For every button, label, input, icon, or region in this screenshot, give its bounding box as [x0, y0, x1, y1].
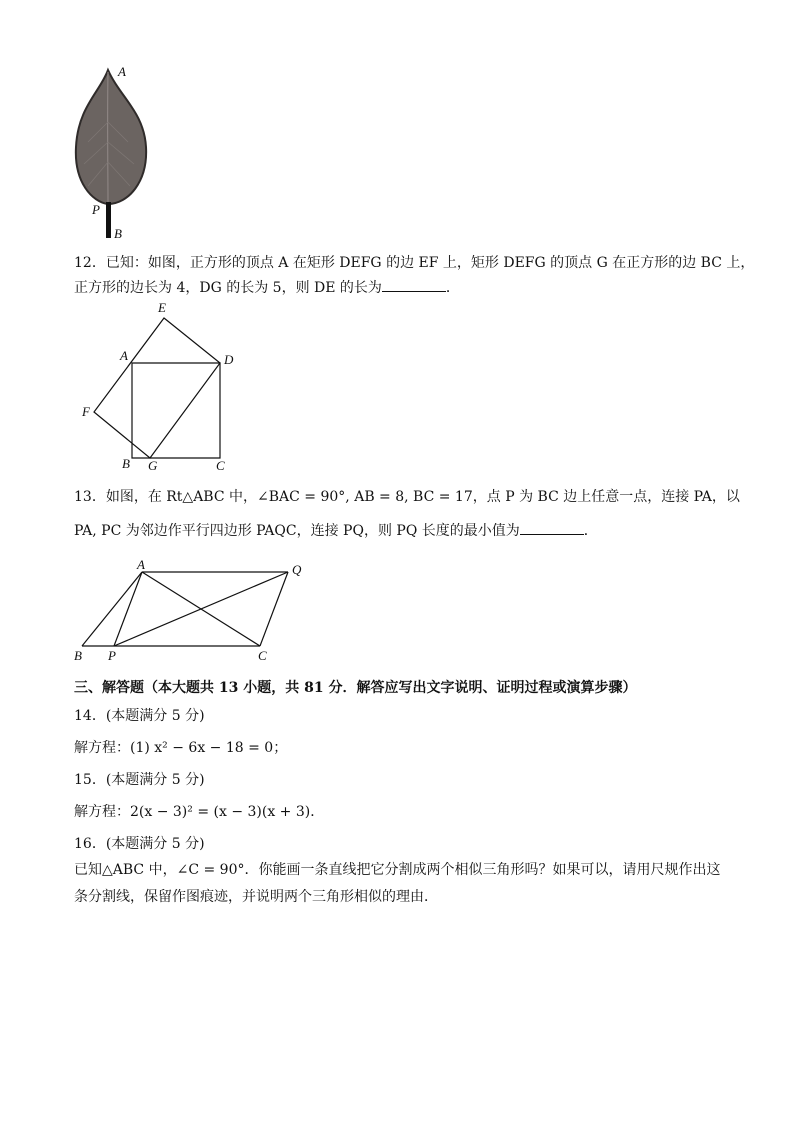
leaf-label-b: B	[114, 226, 122, 241]
q12-label-e: E	[158, 300, 166, 315]
q14-header: 14．(本题满分 5 分)	[74, 708, 205, 724]
q15-body: 解方程：2(x − 3)² = (x − 3)(x + 3)．	[74, 804, 325, 820]
q12-label-b: B	[122, 456, 130, 471]
q12-label-a: A	[120, 348, 128, 363]
q13-answer-blank	[520, 520, 584, 535]
q16-line1: 已知△ABC 中，∠C = 90°．你能画一条直线把它分割成两个相似三角形吗？如果可以，请用尺规作出这	[74, 862, 721, 878]
q12-line1: 12．已知：如图，正方形的顶点 A 在矩形 DEFG 的边 EF 上，矩形 DEFG 的顶点 G 在正方形的边 BC 上，	[74, 255, 755, 271]
q13-line2-suffix: ．	[583, 523, 598, 539]
q12-figure	[78, 300, 248, 475]
q12-label-d: D	[224, 352, 234, 367]
q12-line2-prefix: 正方形的边长为 4，DG 的长为 5，则 DE 的长为	[74, 280, 382, 296]
segment-pq	[114, 572, 288, 646]
q13-label-b: B	[74, 648, 82, 663]
q12-answer-blank	[382, 277, 446, 292]
segment-qc	[260, 572, 288, 646]
q13-label-q: Q	[292, 562, 302, 577]
q12-line2	[74, 277, 460, 298]
leaf-label-a: A	[118, 64, 126, 79]
q12-label-c: C	[216, 458, 225, 473]
q16-header: 16．(本题满分 5 分)	[74, 836, 205, 852]
q13-figure	[74, 557, 314, 665]
leaf-label-p: P	[92, 202, 100, 217]
q14-body: 解方程：(1) x² − 6x − 18 = 0；	[74, 740, 288, 756]
q13-line1: 13．如图，在 Rt△ABC 中，∠BAC = 90°, AB = 8, BC = 17，点 P 为 BC 边上任意一点，连接 PA，以	[74, 489, 740, 505]
segment-ap	[114, 572, 142, 646]
q13-line2-prefix: PA, PC 为邻边作平行四边形 PAQC，连接 PQ，则 PQ 长度的最小值为	[74, 523, 520, 539]
q12-line2-suffix: ．	[445, 280, 460, 296]
q12-label-f: F	[82, 404, 90, 419]
q15-header: 15．(本题满分 5 分)	[74, 772, 205, 788]
rectangle-defg	[94, 318, 220, 458]
section3-heading: 三、解答题（本大题共 13 小题，共 81 分．解答应写出文字说明、证明过程或演算步骤）	[74, 680, 637, 696]
leaf-blade	[76, 70, 146, 204]
q13-label-p: P	[108, 648, 116, 663]
q13-label-c: C	[258, 648, 267, 663]
q16-line2: 条分割线，保留作图痕迹，并说明两个三角形相似的理由．	[74, 889, 438, 905]
segment-ab	[82, 572, 142, 646]
leaf-stem	[106, 202, 111, 238]
leaf-figure	[70, 62, 160, 242]
q12-label-g: G	[148, 458, 158, 473]
q13-label-a: A	[137, 557, 145, 572]
q13-line2	[74, 520, 598, 541]
square-abcd	[132, 363, 220, 458]
